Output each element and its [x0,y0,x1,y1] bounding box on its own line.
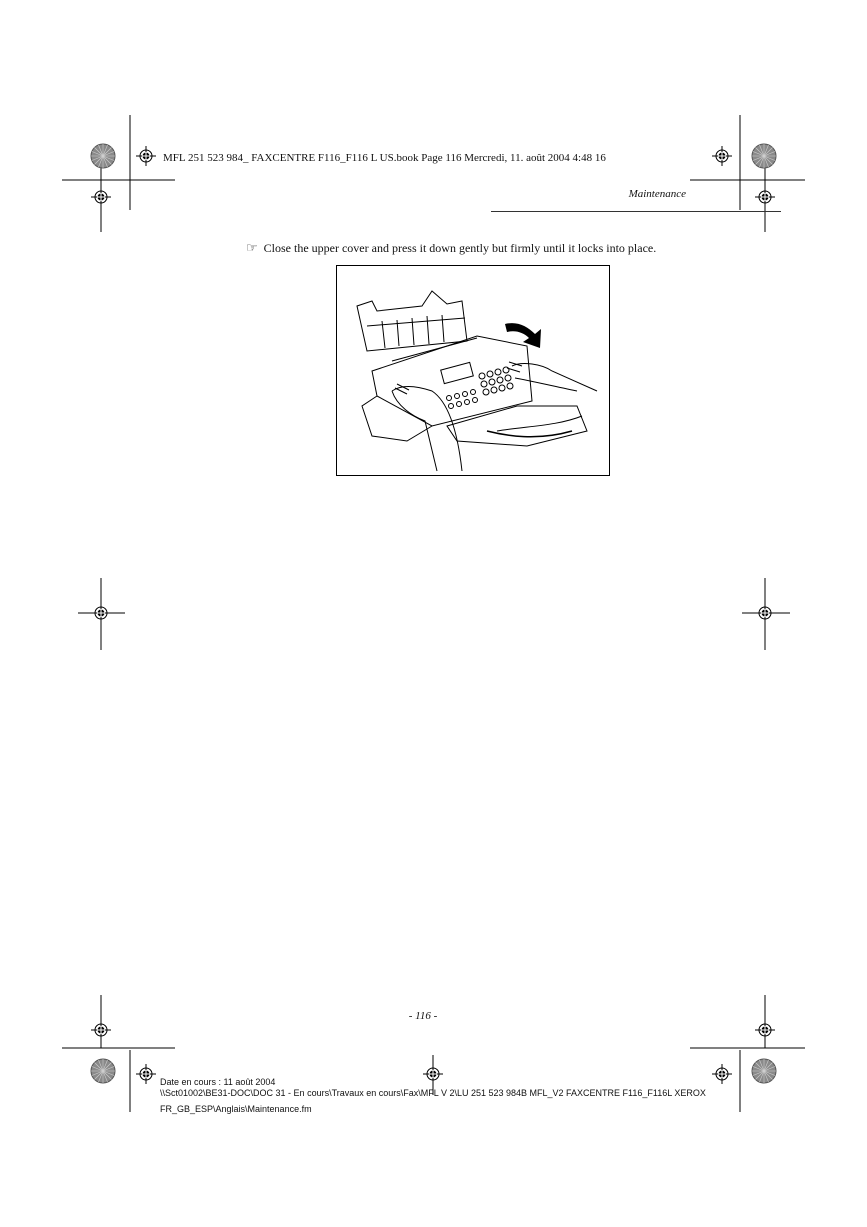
header-divider [491,211,781,212]
book-header-line: MFL 251 523 984_ FAXCENTRE F116_F116 L US.book Page 116 Mercredi, 11. août 2004 4:48 16 [163,152,606,164]
instruction-step [246,240,656,256]
figure-frame [336,265,610,476]
footer-path-line-2: FR_GB_ESP\Anglais\Maintenance.fm [160,1104,312,1114]
fax-machine-illustration [337,266,608,474]
instruction-text: Close the upper cover and press it down gently but firmly until it locks into place. [263,241,657,255]
footer-path-line-1: \\Sct01002\BE31-DOC\DOC 31 - En cours\Travaux en cours\Fax\MFL V 2\LU 251 523 984B MFL_V2 FAXCENTRE F116_F116L XEROX [160,1088,706,1098]
section-title: Maintenance [628,188,686,200]
page-number: - 116 - [408,1010,438,1022]
footer-date: Date en cours : 11 août 2004 [160,1077,276,1087]
pointing-hand-icon: ☞ [246,240,258,255]
